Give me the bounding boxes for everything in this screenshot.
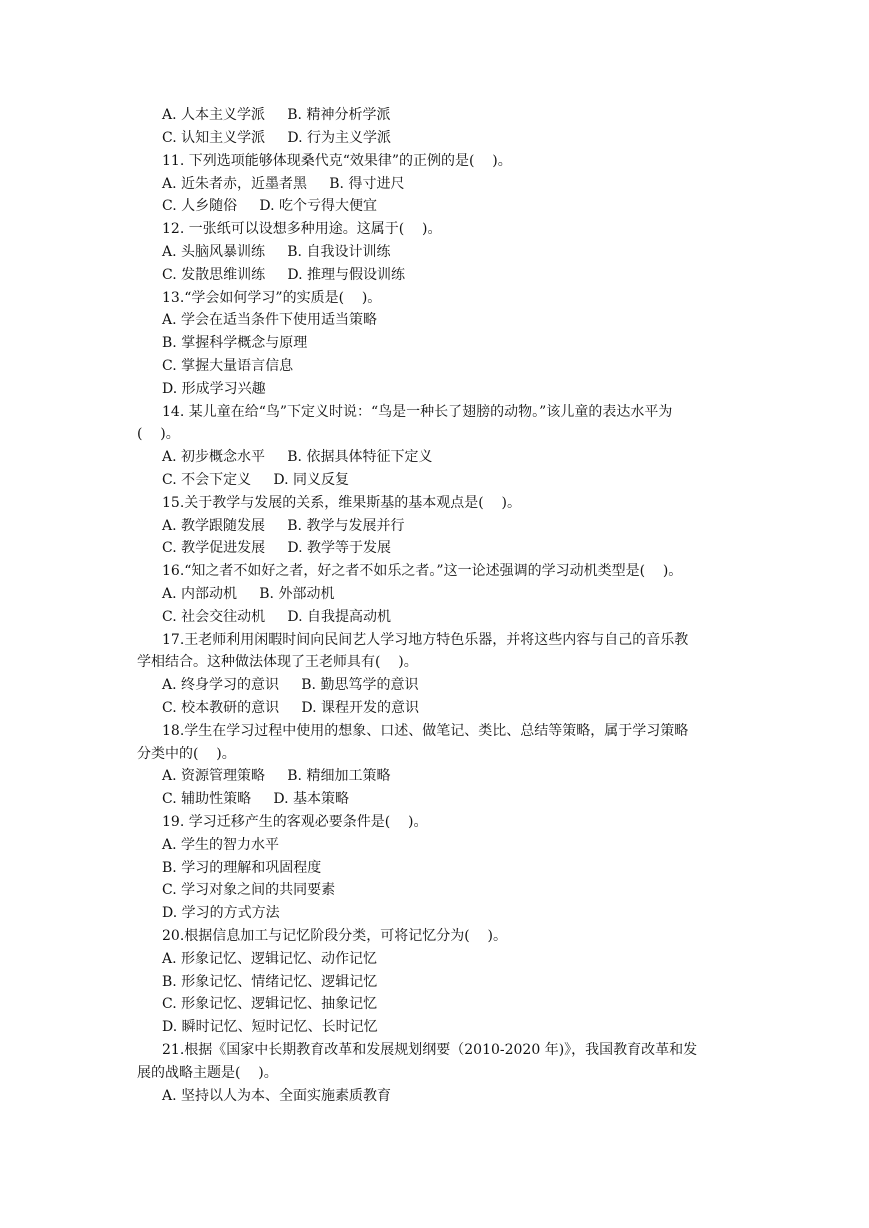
- text-line: 12. 一张纸可以设想多种用途。这属于( )。: [162, 221, 442, 237]
- text-line: C. 学习对象之间的共同要素: [162, 882, 336, 898]
- text-line: A. 近朱者赤，近墨者黑 B. 得寸进尺: [162, 176, 405, 192]
- text-line: C. 掌握大量语言信息: [162, 358, 294, 374]
- text-line: C. 校本教研的意识 D. 课程开发的意识: [162, 700, 419, 716]
- text-line: B. 学习的理解和巩固程度: [162, 860, 322, 876]
- text-line: C. 辅助性策略 D. 基本策略: [162, 791, 349, 807]
- text-line: 13.“学会如何学习”的实质是( )。: [162, 290, 382, 306]
- text-line: B. 形象记忆、情绪记忆、逻辑记忆: [162, 974, 378, 990]
- text-line: A. 教学跟随发展 B. 教学与发展并行: [162, 518, 405, 534]
- text-line: A. 头脑风暴训练 B. 自我设计训练: [162, 244, 391, 260]
- text-line: 分类中的( )。: [137, 746, 236, 762]
- text-line: A. 坚持以人为本、全面实施素质教育: [162, 1088, 392, 1104]
- text-line: C. 教学促进发展 D. 教学等于发展: [162, 540, 391, 556]
- text-line: A. 形象记忆、逻辑记忆、动作记忆: [162, 951, 378, 967]
- text-line: 20.根据信息加工与记忆阶段分类，可将记忆分为( )。: [162, 928, 507, 944]
- text-line: C. 社会交往动机 D. 自我提高动机: [162, 609, 391, 625]
- text-line: 学相结合。这种做法体现了王老师具有( )。: [137, 654, 418, 670]
- text-line: 11. 下列选项能够体现桑代克“效果律”的正例的是( )。: [162, 153, 512, 169]
- text-line: 18.学生在学习过程中使用的想象、口述、做笔记、类比、总结等策略，属于学习策略: [162, 723, 689, 739]
- text-line: 16.“知之者不如好之者，好之者不如乐之者。”这一论述强调的学习动机类型是( )。: [162, 563, 683, 579]
- text-line: C. 认知主义学派 D. 行为主义学派: [162, 130, 391, 146]
- text-line: 14. 某儿童在给“鸟”下定义时说：“鸟是一种长了翅膀的动物。”该儿童的表达水平为: [162, 404, 673, 420]
- text-line: ( )。: [137, 426, 180, 442]
- text-line: 17.王老师利用闲暇时间向民间艺人学习地方特色乐器，并将这些内容与自己的音乐教: [162, 632, 689, 648]
- text-line: C. 形象记忆、逻辑记忆、抽象记忆: [162, 996, 378, 1012]
- text-line: D. 瞬时记忆、短时记忆、长时记忆: [162, 1019, 378, 1035]
- text-line: 21.根据《国家中长期教育改革和发展规划纲要（2010-2020 年)》，我国教育改革和发: [162, 1042, 698, 1058]
- text-line: A. 学生的智力水平: [162, 837, 280, 853]
- text-line: C. 不会下定义 D. 同义反复: [162, 472, 349, 488]
- text-line: A. 资源管理策略 B. 精细加工策略: [162, 768, 391, 784]
- text-line: A. 终身学习的意识 B. 勤思笃学的意识: [162, 677, 419, 693]
- text-line: 19. 学习迁移产生的客观必要条件是( )。: [162, 814, 428, 830]
- text-line: D. 形成学习兴趣: [162, 381, 266, 397]
- text-line: A. 内部动机 B. 外部动机: [162, 586, 335, 602]
- text-line: B. 掌握科学概念与原理: [162, 335, 308, 351]
- text-line: C. 人乡随俗 D. 吃个亏得大便宜: [162, 198, 377, 214]
- text-line: 展的战略主题是( )。: [137, 1065, 278, 1081]
- text-line: A. 初步概念水平 B. 依据具体特征下定义: [162, 449, 433, 465]
- text-line: C. 发散思维训练 D. 推理与假设训练: [162, 267, 405, 283]
- text-line: A. 学会在适当条件下使用适当策略: [162, 312, 378, 328]
- text-line: D. 学习的方式方法: [162, 905, 280, 921]
- text-line: A. 人本主义学派 B. 精神分析学派: [162, 107, 391, 123]
- text-line: 15.关于教学与发展的关系，维果斯基的基本观点是( )。: [162, 495, 521, 511]
